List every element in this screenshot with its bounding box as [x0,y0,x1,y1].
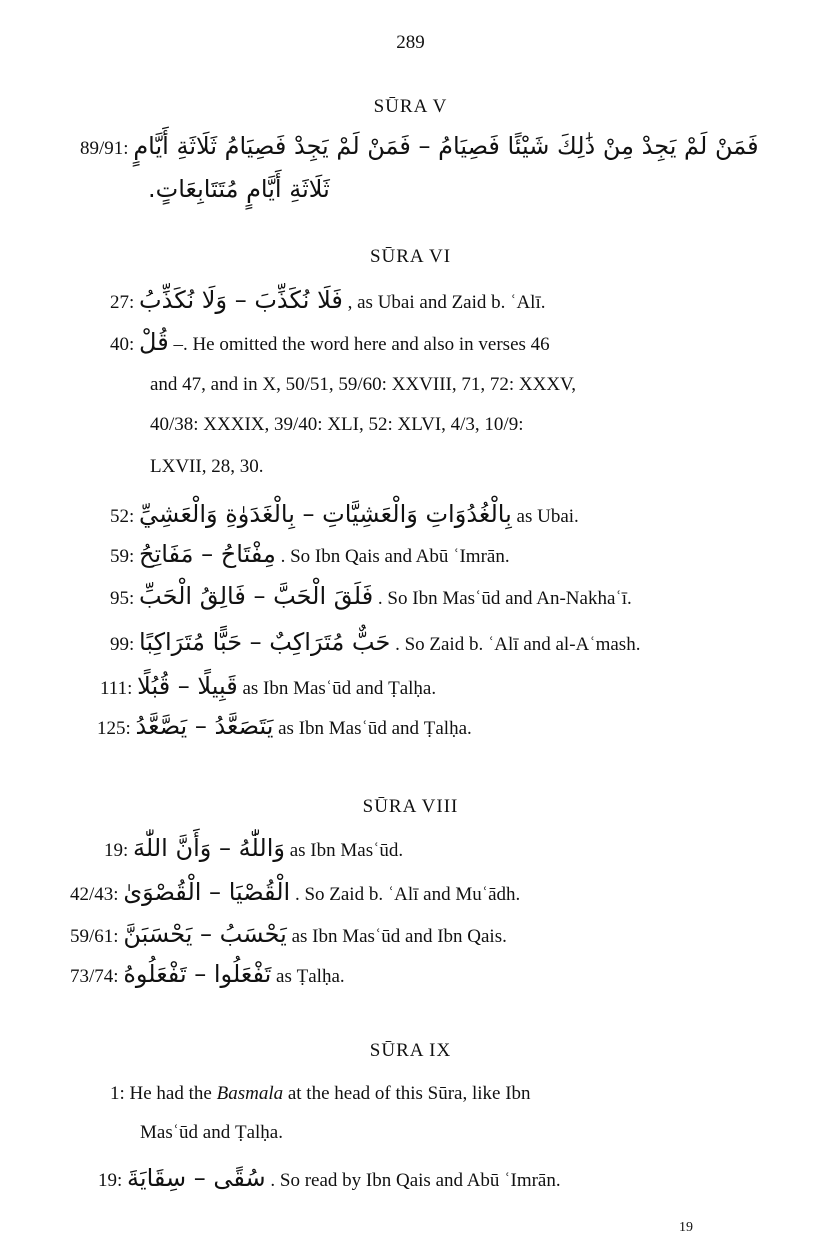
arabic-text: فَلَا نُكَذِّبَ – وَلَا نُكَذِّبُ [139,286,343,314]
verse-number: 19: [104,840,129,861]
entry-continuation: 40/38: XXXIX, 39/40: XLI, 52: XLVI, 4/3, 10/9: [150,414,524,435]
entry [98,1166,561,1193]
entry-continuation: LXVII, 28, 30. [150,456,264,477]
entry [70,880,520,907]
entry [110,330,550,357]
verse-number: 111: [100,678,133,699]
arabic-text: يَتَصَعَّدُ – يَصَّعَّدُ [135,712,274,740]
entry [104,836,403,863]
verse-number: 99: [110,634,135,655]
arabic-text: وَاللّٰهُ – وَأَنَّ اللّٰهَ [133,834,285,862]
sura-heading: SŪRA VI [369,246,452,267]
entry-text: at the head of this Sūra, like Ibn [283,1083,531,1104]
arabic-text: مِفْتَاحُ – مَفَاتِحُ [139,540,276,568]
sura-heading: SŪRA VIII [362,796,459,817]
entry [110,288,546,315]
signature-mark: 19 [679,1220,693,1235]
verse-number: 40: [110,334,135,355]
verse-number: 59/61: [70,926,119,947]
emphasis-text: Basmala [216,1083,284,1104]
verse-number: 1: [110,1083,125,1104]
verse-number: 89/91: [80,138,129,159]
verse-number: 73/74: [70,966,119,987]
arabic-text: قَبِيلًا – قُبُلًا [137,672,238,700]
entry-text: as Ṭalḥa. [276,966,345,987]
verse-number: 42/43: [70,884,119,905]
sura-heading: SŪRA IX [369,1040,452,1061]
entry-continuation [148,175,330,203]
entry-text: as Ibn Masʿūd and Ṭalḥa. [278,718,472,739]
arabic-text: الْقُصْيَا – الْقُصْوَىٰ [123,878,291,906]
entry-text: as Ubai. [516,506,579,527]
verse-number: 59: [110,546,135,567]
entry [110,1082,531,1106]
entry-text: . So Zaid b. ʿAlī and Muʿādh. [294,884,521,905]
verse-number: 52: [110,506,135,527]
verse-number: 125: [97,718,131,739]
entry-text: –. He omitted the word here and also in verses 46 [173,334,550,355]
verse-number: 19: [98,1170,123,1191]
entry [70,922,507,949]
arabic-text: حَبٌّ مُتَرَاكِبٌ – حَبًّا مُتَرَاكِبًا [139,628,391,656]
entry [97,714,472,741]
arabic-text: قُلْ [139,328,169,356]
arabic-text: فَلَقَ الْحَبَّ – فَالِقُ الْحَبِّ [139,582,374,610]
verse-number: 27: [110,292,135,313]
entry [100,674,436,701]
entry-text: He had the [129,1083,217,1104]
arabic-text: ثَلَاثَةِ أَيَّامٍ مُتَتَابِعَاتٍ. [148,175,330,203]
entry-text: , as Ubai and Zaid b. ʿAlī. [347,292,546,313]
entry-text: . So Ibn Masʿūd and An-Nakhaʿī. [377,588,632,609]
entry-text: as Ibn Masʿūd. [289,840,404,861]
entry-text: as Ibn Masʿūd and Ibn Qais. [291,926,507,947]
arabic-text: سُقًى – سِقَايَةَ [127,1164,266,1192]
entry-text: . So read by Ibn Qais and Abū ʿImrān. [270,1170,561,1191]
entry-text: as Ibn Masʿūd and Ṭalḥa. [242,678,437,699]
entry-text: . So Zaid b. ʿAlī and al-Aʿmash. [395,634,641,655]
verse-number: 95: [110,588,135,609]
arabic-text: فَمَنْ لَمْ يَجِدْ مِنْ ذَٰلِكَ شَيْئًا فَصِيَامُ – فَمَنْ لَمْ يَجِدْ فَصِيَامُ ثَلَاثَةِ أَيَّامٍ [133,132,759,160]
entry [70,962,345,989]
entry-continuation: Masʿūd and Ṭalḥa. [140,1122,283,1143]
page-number: 289 [396,32,425,53]
arabic-text: تَفْعَلُوا – تَفْعَلُوهُ [123,960,272,988]
arabic-text: بِالْغُدُوَاتِ وَالْعَشِيَّاتِ – بِالْغَدَوٰةِ وَالْعَشِيِّ [139,500,512,528]
entry-continuation: and 47, and in X, 50/51, 59/60: XXVIII, 71, 72: XXXV, [150,374,577,395]
entry [110,502,579,529]
entry [80,134,759,161]
entry [110,542,510,569]
sura-heading: SŪRA V [373,96,448,117]
arabic-text: يَحْسَبُ – يَحْسَبَنَّ [123,920,287,948]
entry [110,630,640,657]
entry-text: . So Ibn Qais and Abū ʿImrān. [280,546,510,567]
entry [110,584,632,611]
